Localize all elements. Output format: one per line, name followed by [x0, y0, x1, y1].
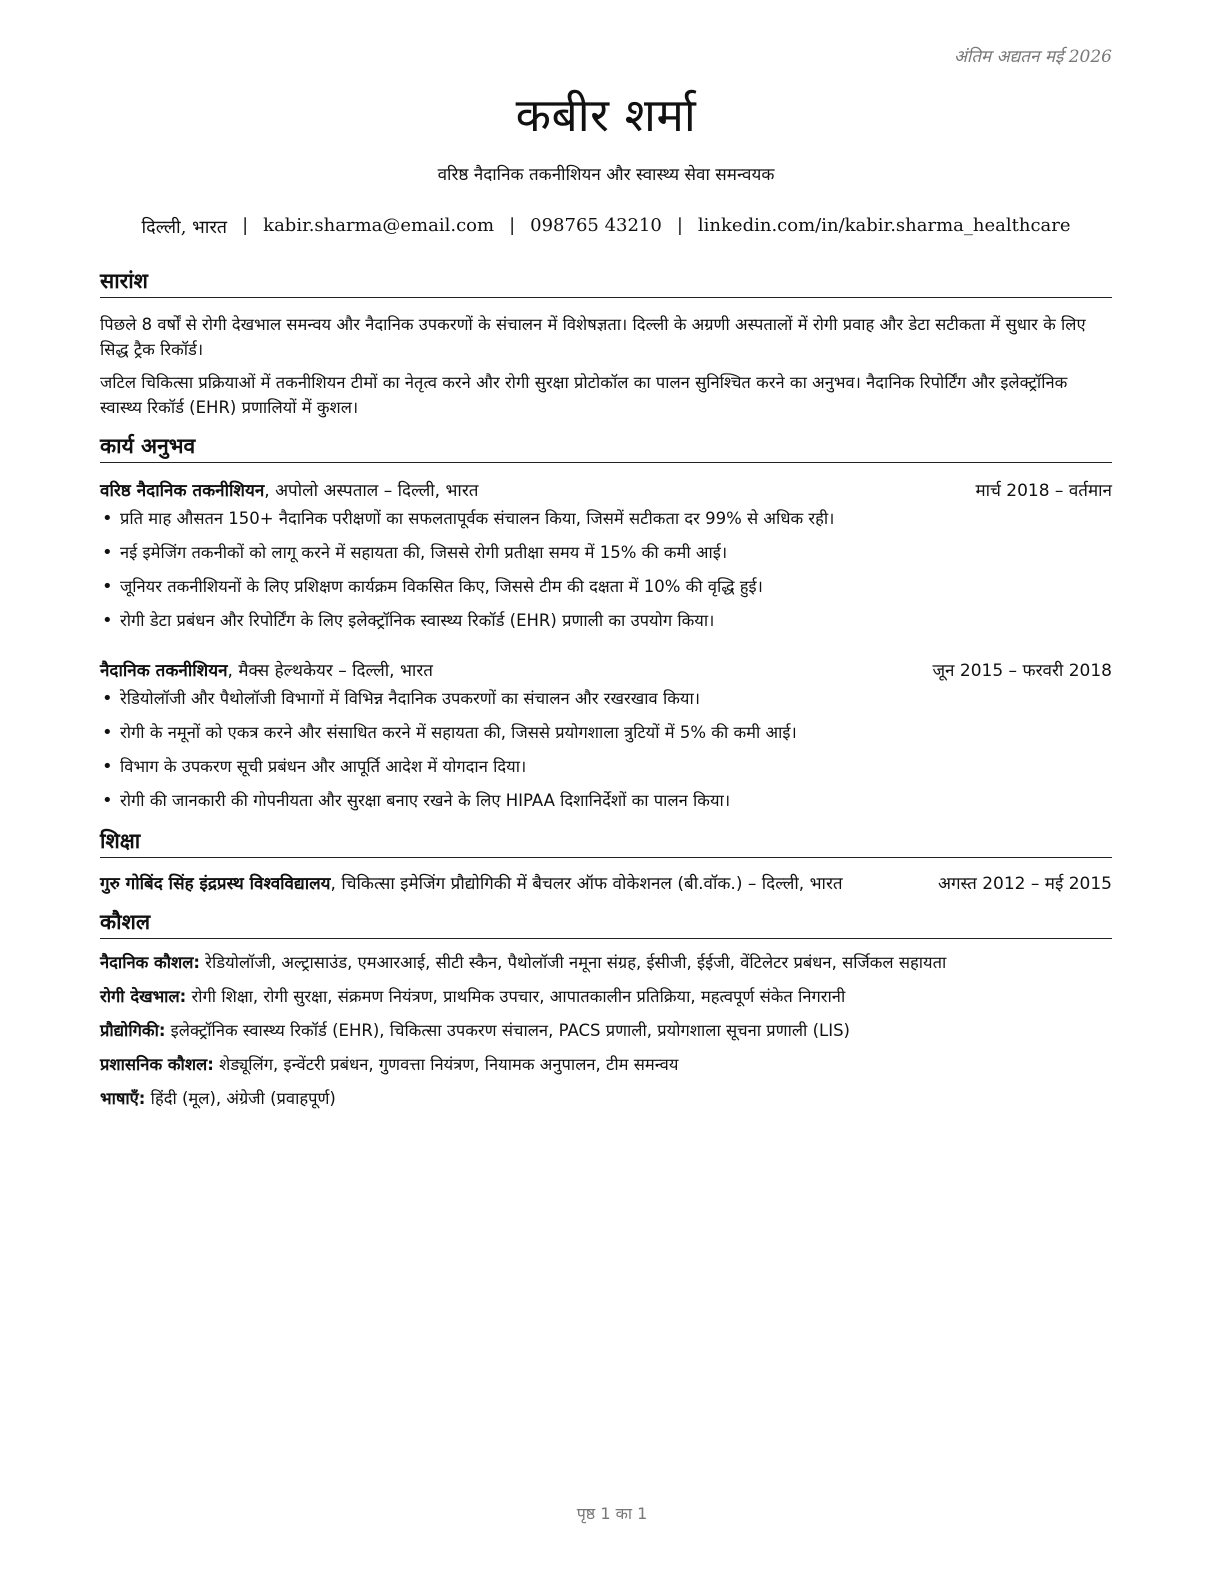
education-section — [100, 827, 1112, 896]
contact-linkedin[interactable]: linkedin.com/in/kabir.sharma_healthcare — [697, 215, 1071, 236]
job-bullet: • रोगी के नमूनों को एकत्र करने और संसाधित करने में सहायता की, जिससे प्रयोगशाला त्रुटियों में 5% की कमी आई। — [100, 721, 1112, 745]
skill-value: रेडियोलॉजी, अल्ट्रासाउंड, एमआरआई, सीटी स्कैन, पैथोलॉजी नमूना संग्रह, ईसीजी, ईईजी, वेंटिलेटर प्रबंधन, सर्जिकल सहायता — [200, 953, 947, 972]
candidate-subtitle: वरिष्ठ नैदानिक तकनीशियन और स्वास्थ्य सेवा समन्वयक — [437, 165, 775, 185]
skill-line — [100, 1087, 1112, 1111]
skill-value: हिंदी (मूल), अंग्रेजी (प्रवाहपूर्ण) — [145, 1089, 336, 1108]
skill-line — [100, 1053, 1112, 1077]
skill-label: रोगी देखभाल: — [100, 987, 187, 1006]
page-number: पृष्ठ 1 का 1 — [576, 1504, 648, 1523]
skill-value: रोगी शिक्षा, रोगी सुरक्षा, संक्रमण नियंत्रण, प्राथमिक उपचार, आपातकालीन प्रतिक्रिया, महत्वपूर्ण संकेत निगरानी — [186, 987, 846, 1006]
education-dates: अगस्त 2012 – मई 2015 — [937, 874, 1112, 894]
skill-line — [100, 951, 1112, 975]
job-dates: जून 2015 – फरवरी 2018 — [932, 661, 1112, 681]
contact-email[interactable]: kabir.sharma@email.com — [263, 215, 495, 236]
job-org: , अपोलो अस्पताल – दिल्ली, भारत — [264, 481, 479, 501]
job-dates: मार्च 2018 – वर्तमान — [975, 481, 1112, 501]
skills-section — [100, 908, 1112, 1111]
job-bullet: • नई इमेजिंग तकनीकों को लागू करने में सहायता की, जिससे रोगी प्रतीक्षा समय में 15% की कमी आई। — [100, 541, 1112, 565]
job-header — [100, 479, 1112, 503]
summary-heading: सारांश — [100, 267, 1112, 298]
summary-paragraph: जटिल चिकित्सा प्रक्रियाओं में तकनीशियन टीमों का नेतृत्व करने और रोगी सुरक्षा प्रोटोकॉल का पालन सुनिश्चित करने का अनुभव। नैदानिक रिपोर्टिंग और इलेक्ट्रॉनिक स्वास्थ्य रिकॉर्ड (EHR) प्रणालियों में कुशल। — [100, 373, 1068, 417]
contact-line — [100, 215, 1112, 239]
contact-separator: | — [242, 215, 249, 236]
resume-page — [100, 0, 1112, 1121]
education-entry — [100, 872, 1112, 896]
job-title: वरिष्ठ नैदानिक तकनीशियन — [100, 481, 265, 501]
skill-line — [100, 1019, 1112, 1043]
last-updated: अंतिम अद्यतन मई 2026 — [953, 47, 1112, 67]
job-entry — [100, 659, 1112, 813]
contact-separator: | — [509, 215, 516, 236]
job-title-line — [100, 479, 478, 503]
job-bullet: • जूनियर तकनीशियनों के लिए प्रशिक्षण कार्यक्रम विकसित किए, जिससे टीम की दक्षता में 10% की वृद्धि हुई। — [100, 575, 1112, 599]
experience-heading: कार्य अनुभव — [100, 432, 1112, 463]
job-bullet: • प्रति माह औसतन 150+ नैदानिक परीक्षणों का सफलतापूर्वक संचालन किया, जिसमें सटीकता दर 99% से अधिक रही। — [100, 507, 1112, 531]
summary-section — [100, 267, 1112, 420]
job-title: नैदानिक तकनीशियन — [100, 661, 228, 681]
job-bullet: • रेडियोलॉजी और पैथोलॉजी विभागों में विभिन्न नैदानिक उपकरणों का संचालन और रखरखाव किया। — [100, 687, 1112, 711]
candidate-name: कबीर शर्मा — [515, 88, 697, 142]
education-heading: शिक्षा — [100, 827, 1112, 858]
contact-phone[interactable]: 098765 43210 — [530, 215, 662, 236]
skill-label: प्रौद्योगिकी: — [100, 1021, 166, 1040]
job-entry — [100, 479, 1112, 633]
skill-label: भाषाएँ: — [100, 1089, 146, 1108]
summary-paragraph: पिछले 8 वर्षों से रोगी देखभाल समन्वय और नैदानिक उपकरणों के संचालन में विशेषज्ञता। दिल्ली के अग्रणी अस्पतालों में रोगी प्रवाह और डेटा सटीकता में सुधार के लिए सिद्ध ट्रैक रिकॉर्ड। — [100, 315, 1086, 359]
experience-section — [100, 432, 1112, 813]
education-detail: , चिकित्सा इमेजिंग प्रौद्योगिकी में बैचलर ऑफ वोकेशनल (बी.वॉक.) – दिल्ली, भारत — [330, 874, 843, 894]
job-header — [100, 659, 1112, 683]
skill-value: शेड्यूलिंग, इन्वेंटरी प्रबंधन, गुणवत्ता नियंत्रण, नियामक अनुपालन, टीम समन्वय — [213, 1055, 679, 1074]
skills-heading: कौशल — [100, 908, 1112, 939]
education-institution: गुरु गोबिंद सिंह इंद्रप्रस्थ विश्वविद्यालय — [100, 874, 331, 894]
contact-location: दिल्ली, भारत — [141, 217, 228, 238]
job-bullet: • रोगी की जानकारी की गोपनीयता और सुरक्षा बनाए रखने के लिए HIPAA दिशानिर्देशों का पालन किया। — [100, 789, 1112, 813]
job-bullet: • विभाग के उपकरण सूची प्रबंधन और आपूर्ति आदेश में योगदान दिया। — [100, 755, 1112, 779]
job-bullet: • रोगी डेटा प्रबंधन और रिपोर्टिंग के लिए इलेक्ट्रॉनिक स्वास्थ्य रिकॉर्ड (EHR) प्रणाली का उपयोग किया। — [100, 609, 1112, 633]
skill-label: नैदानिक कौशल: — [100, 953, 200, 972]
skill-line — [100, 985, 1112, 1009]
contact-separator: | — [676, 215, 683, 236]
skill-value: इलेक्ट्रॉनिक स्वास्थ्य रिकॉर्ड (EHR), चिकित्सा उपकरण संचालन, PACS प्रणाली, प्रयोगशाला सूचना प्रणाली (LIS) — [165, 1021, 850, 1040]
job-bullets — [100, 687, 1112, 813]
job-org: , मैक्स हेल्थकेयर – दिल्ली, भारत — [227, 661, 433, 681]
job-title-line — [100, 659, 433, 683]
skill-label: प्रशासनिक कौशल: — [100, 1055, 214, 1074]
job-bullets — [100, 507, 1112, 633]
skills-list — [100, 951, 1112, 1111]
education-line — [100, 872, 843, 896]
